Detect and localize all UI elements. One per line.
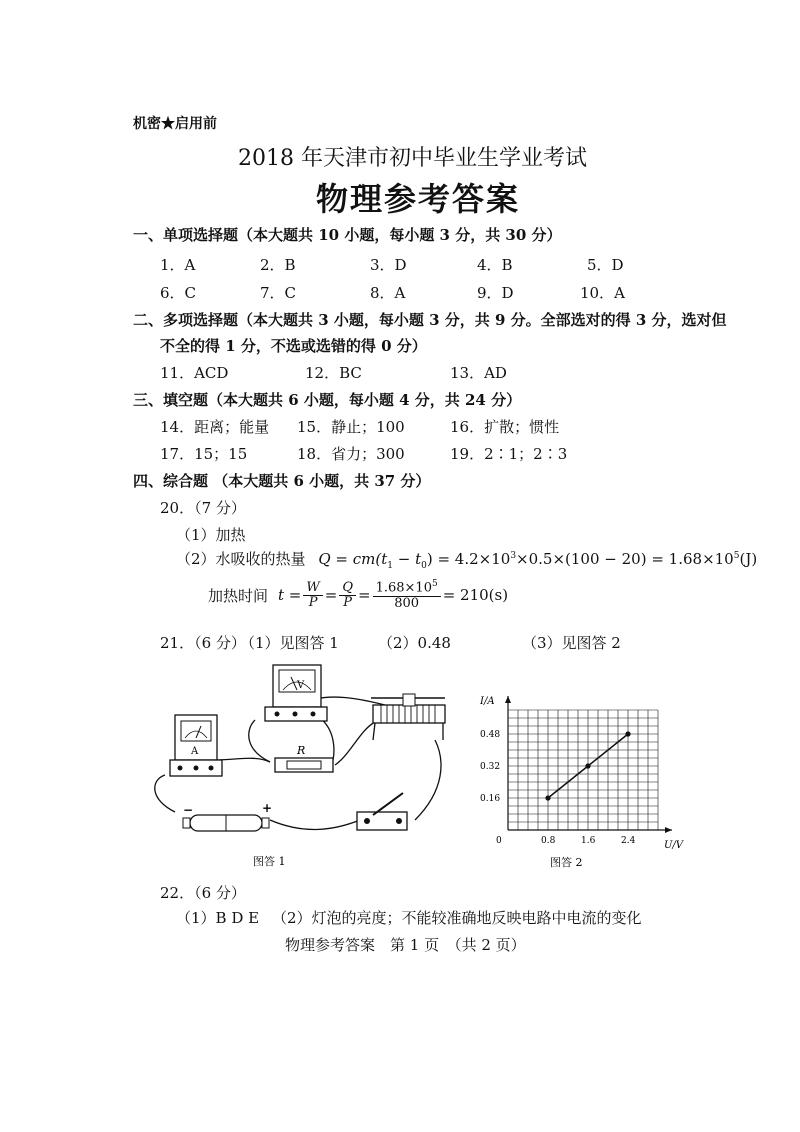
data-point-3 [625, 731, 630, 736]
q20-time-formula [208, 580, 508, 611]
answer-10: 10．A [580, 284, 625, 302]
answer-3: 3．D [370, 256, 407, 274]
battery-minus-sign: − [183, 803, 194, 817]
section3-heading: 三、填空题（本大题共 6 小题，每小题 4 分，共 24 分） [133, 391, 522, 409]
y-tick-label: 0.16 [480, 794, 501, 804]
voltmeter-label: V [297, 680, 305, 691]
q20-formula-d: ×0.5×(100 − 20) = 1.68×10 [516, 550, 734, 568]
answer-7: 7．C [260, 284, 297, 302]
wire-ammeter-resistor [215, 758, 270, 762]
q20-formula-c: ) = 4.2×10 [426, 550, 511, 568]
q22-part1: （1）B D E [176, 909, 260, 927]
origin-label: 0 [496, 836, 502, 846]
ammeter [170, 715, 222, 776]
wire-resistor-rheostat [335, 722, 375, 765]
data-point-1 [545, 795, 550, 800]
page-footer: 物理参考答案 第 1 页 （共 2 页） [285, 936, 526, 954]
x-tick-label: 2.4 [621, 836, 636, 846]
answer-17: 17．15；15 [160, 445, 248, 463]
y-tick-label: 0.48 [480, 730, 501, 740]
q21-part2: （2）0.48 [378, 634, 451, 652]
wire-ammeter-battery [155, 775, 175, 812]
answer-2: 2．B [260, 256, 296, 274]
x-axis-label: U/V [664, 840, 684, 851]
q22-part2: （2）灯泡的亮度；不能较准确地反映电路中电流的变化 [272, 909, 642, 927]
y-axis-label: I/A [480, 696, 495, 707]
q20-part2-prefix: （2）水吸收的热量 [176, 550, 306, 568]
wire-voltmeter-resistor-right [320, 718, 334, 760]
answer-14: 14．距离；能量 [160, 418, 270, 436]
answer-1: 1．A [160, 256, 196, 274]
q20-eq1: = [324, 586, 338, 605]
x-tick-label: 1.6 [581, 836, 596, 846]
q20-time-result: = 210(s) [442, 586, 509, 605]
q20-formula-e: (J) [739, 550, 758, 568]
x-tick-label: 0.8 [541, 836, 556, 846]
data-point-2 [585, 763, 590, 768]
answer-16: 16．扩散；惯性 [450, 418, 560, 436]
fig1-caption: 图答 1 [253, 855, 286, 868]
q20-label: 20．（7 分） [160, 499, 246, 517]
switch [357, 793, 407, 830]
answer-8: 8．A [370, 284, 406, 302]
q20-frac3 [373, 580, 441, 611]
answer-5: 5．D [587, 256, 624, 274]
q20-frac1-num: W [303, 581, 322, 596]
q20-eq2: = [358, 586, 371, 605]
answer-12: 12．BC [305, 364, 362, 382]
y-tick-label: 0.32 [480, 762, 501, 772]
wire-voltmeter-resistor-left [249, 720, 270, 762]
q20-time-prefix: 加热时间 [208, 586, 269, 605]
doc-title: 物理参考答案 [316, 180, 521, 218]
battery-plus-sign: + [262, 801, 273, 815]
answer-6: 6．C [160, 284, 197, 302]
resistor [275, 744, 333, 772]
fig2-caption: 图答 2 [550, 856, 583, 869]
answer-15: 15．静止；100 [297, 418, 405, 436]
section2-heading-line1: 二、多项选择题（本大题共 3 小题，每小题 3 分，共 9 分。全部选对的得 3 分，选对但 [133, 311, 727, 329]
q20-frac3-exp: 5 [431, 579, 438, 589]
q21-part3: （3）见图答 2 [522, 634, 621, 652]
answer-4: 4．B [477, 256, 513, 274]
confidential-label: 机密★启用前 [133, 116, 217, 132]
rheostat [371, 694, 445, 740]
q20-part1: （1）加热 [176, 526, 246, 544]
q20-frac2-num: Q [339, 581, 356, 596]
voltmeter [265, 665, 327, 721]
q20-sub1: 1 [387, 561, 393, 571]
iu-graph [470, 690, 684, 870]
chart-labels [479, 696, 685, 851]
q20-frac1 [303, 581, 322, 611]
circuit-figure [145, 660, 445, 870]
y-axis-arrow [505, 696, 511, 703]
q20-part2 [176, 548, 757, 571]
q20-frac1-den: P [308, 594, 318, 610]
q20-t-eq: t = [278, 586, 302, 605]
answer-9: 9．D [477, 284, 514, 302]
answer-13: 13．AD [450, 364, 507, 382]
q20-formula-b: − t [392, 550, 422, 568]
wire-switch-rheostat [415, 740, 441, 820]
q20-frac3-num-text: 1.68×10 [375, 580, 432, 596]
section4-heading: 四、综合题 （本大题共 6 小题，共 37 分） [133, 472, 431, 490]
q20-frac2 [339, 581, 356, 611]
section2-heading-line2: 不全的得 1 分，不选或选错的得 0 分） [160, 337, 427, 355]
exam-title: 2018 年天津市初中毕业生学业考试 [238, 146, 587, 171]
q21-part1: （1）见图答 1 [240, 634, 339, 652]
answer-19: 19．2∶1；2∶3 [450, 445, 568, 463]
q20-exp5: 5 [733, 551, 740, 561]
q20-sub0: 0 [421, 561, 427, 571]
answer-11: 11．ACD [160, 364, 229, 382]
battery [183, 801, 272, 831]
q21-label: 21．（6 分） [160, 634, 246, 652]
wire-battery-switch [270, 820, 360, 829]
ammeter-label: A [191, 746, 199, 757]
q20-frac2-den: P [343, 594, 353, 610]
section1-heading: 一、单项选择题（本大题共 10 小题，每小题 3 分，共 30 分） [133, 226, 562, 244]
q22-label: 22．（6 分） [160, 884, 246, 902]
answer-18: 18．省力；300 [297, 445, 405, 463]
x-axis-arrow [665, 827, 672, 833]
q20-exp3: 3 [510, 551, 517, 561]
q20-formula-a: Q = cm(t [318, 550, 388, 568]
resistor-label: R [297, 744, 306, 757]
q20-frac3-num [373, 580, 441, 597]
q20-frac3-den: 800 [394, 595, 420, 611]
